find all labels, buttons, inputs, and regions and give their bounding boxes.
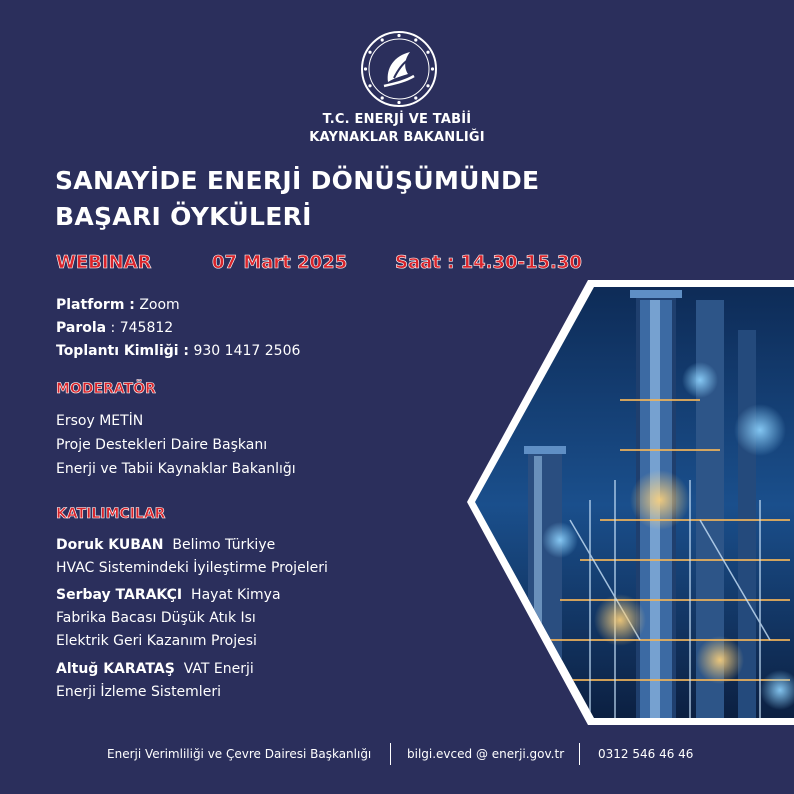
participant-1-row <box>56 537 275 553</box>
participant-1-topic: HVAC Sistemindeki İyileştirme Projeleri <box>56 560 328 576</box>
event-time: Saat : 14.30-15.30 <box>395 252 582 273</box>
footer-phone: 0312 546 46 46 <box>598 747 694 761</box>
participant-3-topic: Enerji İzleme Sistemleri <box>56 684 221 700</box>
platform-value: Zoom <box>134 297 180 313</box>
ministry-name-line1: T.C. ENERJİ VE TABİİ <box>322 112 472 127</box>
participant-2-row <box>56 587 281 603</box>
ministry-logo-icon <box>360 30 438 108</box>
participant-2-topic-line2: Elektrik Geri Kazanım Projesi <box>56 633 257 649</box>
meeting-id-value: 930 1417 2506 <box>189 343 301 359</box>
event-title-line2: BAŞARI ÖYKÜLERİ <box>55 202 312 231</box>
password-label: Parola <box>56 320 107 336</box>
event-type: WEBINAR <box>56 252 152 273</box>
participant-3-row <box>56 661 254 677</box>
participants-heading: KATILIMCILAR <box>56 506 166 522</box>
moderator-heading: MODERATÖR <box>56 381 156 397</box>
moderator-name: Ersoy METİN <box>56 413 144 429</box>
participant-2-company: Hayat Kimya <box>191 587 281 603</box>
event-date: 07 Mart 2025 <box>212 252 348 273</box>
moderator-role: Proje Destekleri Daire Başkanı <box>56 437 268 453</box>
platform-row <box>56 297 180 313</box>
footer-divider-2 <box>579 743 580 765</box>
participant-2-name: Serbay TARAKÇI <box>56 587 183 603</box>
participant-3-company: VAT Enerji <box>183 661 254 677</box>
moderator-org: Enerji ve Tabii Kaynaklar Bakanlığı <box>56 461 296 477</box>
footer-divider-1 <box>390 743 391 765</box>
footer-department: Enerji Verimliliği ve Çevre Dairesi Başkanlığı <box>107 747 372 761</box>
participant-2-topic-line1: Fabrika Bacası Düşük Atık Isı <box>56 610 256 626</box>
platform-label: Platform : <box>56 297 135 313</box>
meeting-id-row <box>56 343 300 359</box>
footer-email: bilgi.evced @ enerji.gov.tr <box>407 747 565 761</box>
meeting-id-label: Toplantı Kimliği : <box>56 343 190 359</box>
participant-1-name: Doruk KUBAN <box>56 537 164 553</box>
ministry-name-line2: KAYNAKLAR BAKANLIĞI <box>309 130 485 145</box>
event-title-line1: SANAYİDE ENERJİ DÖNÜŞÜMÜNDE <box>55 166 540 195</box>
participant-1-company: Belimo Türkiye <box>172 537 276 553</box>
password-value: : 745812 <box>106 320 174 336</box>
password-row <box>56 320 173 336</box>
participant-3-name: Altuğ KARATAŞ <box>56 661 175 677</box>
